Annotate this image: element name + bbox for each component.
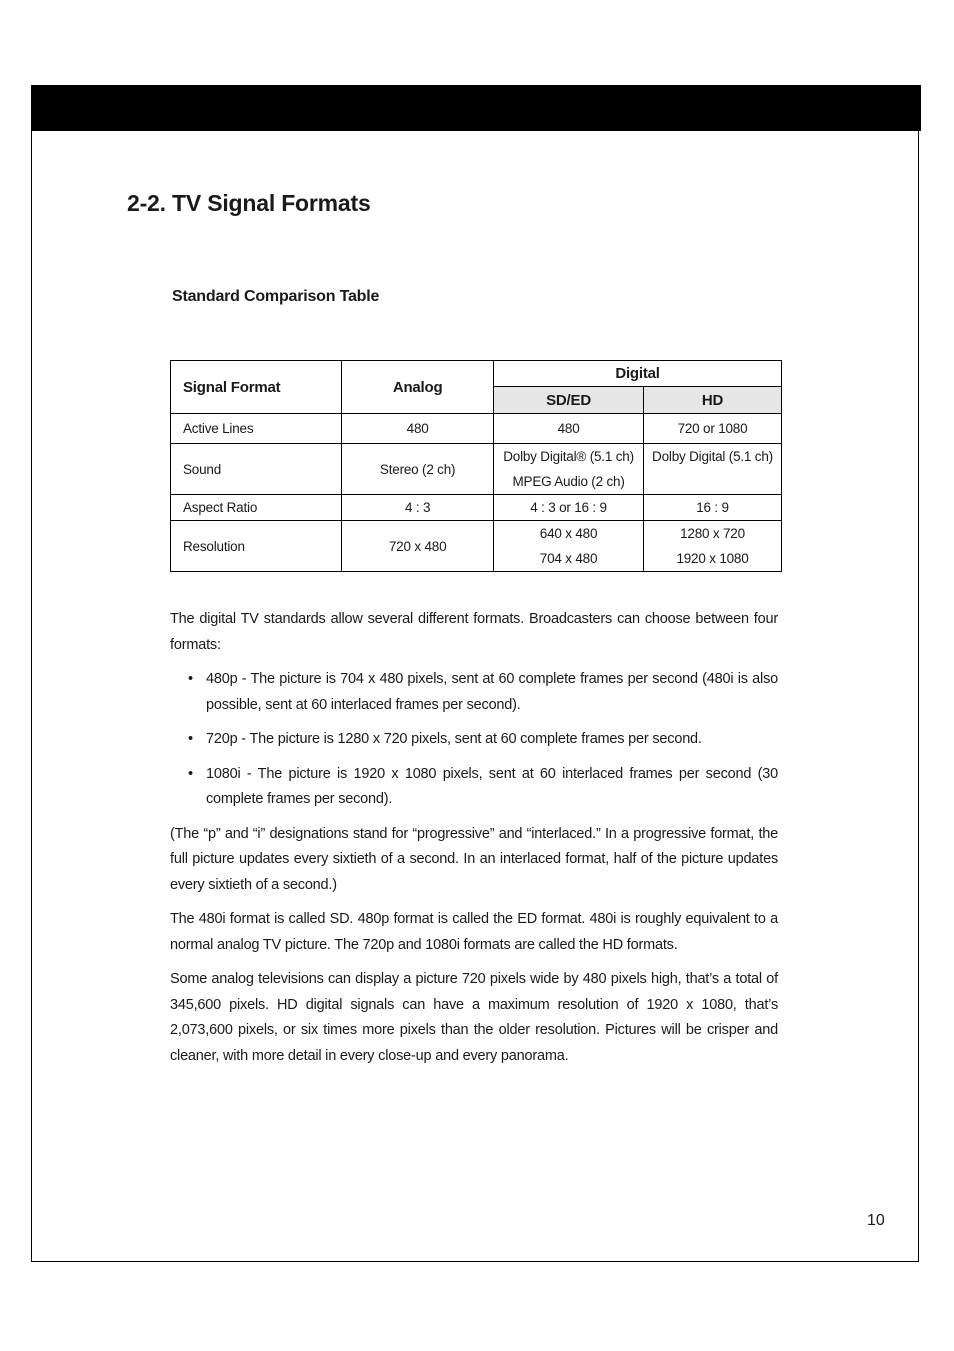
designations-paragraph: (The “p” and “i” designations stand for “progressive” and “interlaced.” In a progressive format, the full picture updates every sixtieth of a second. In an interlaced format, half of the picture updates every sixtieth of a second.) xyxy=(170,825,778,893)
intro-paragraph: The digital TV standards allow several different formats. Broadcasters can choose between four formats: xyxy=(170,611,778,653)
list-item xyxy=(170,762,778,813)
list-item-text: 480p - The picture is 704 x 480 pixels, sent at 60 complete frames per second (480i is also possible, sent at 60 interlaced frames per second). xyxy=(206,671,778,713)
header-analog: Analog xyxy=(342,361,494,414)
row-label: Resolution xyxy=(171,521,342,572)
cell-line: MPEG Audio (2 ch) xyxy=(512,474,625,489)
row-label: Active Lines xyxy=(171,414,342,444)
row-label: Sound xyxy=(171,444,342,495)
analog-cell: 480 xyxy=(342,414,494,444)
cell-line: Dolby Digital® (5.1 ch) xyxy=(503,449,634,464)
list-item xyxy=(170,727,778,753)
list-item xyxy=(170,667,778,718)
hd-cell xyxy=(644,521,782,572)
header-bar xyxy=(31,85,921,131)
table-row xyxy=(171,444,782,495)
header-digital: Digital xyxy=(494,361,782,387)
cell-line: 1920 x 1080 xyxy=(676,551,749,566)
section-title: 2-2. TV Signal Formats xyxy=(127,190,371,216)
bullet-icon: • xyxy=(188,731,193,747)
sd-ed-cell: 480 xyxy=(494,414,644,444)
bullet-icon: • xyxy=(188,671,193,687)
comparison-table xyxy=(170,360,782,572)
list-item-text: 1080i - The picture is 1920 x 1080 pixels, sent at 60 interlaced frames per second (30 complete frames per second). xyxy=(206,765,778,807)
header-sd-ed: SD/ED xyxy=(494,387,644,414)
cell-line: Dolby Digital (5.1 ch) xyxy=(652,449,773,464)
cell-line: 640 x 480 xyxy=(539,526,598,541)
analog-cell: Stereo (2 ch) xyxy=(342,444,494,495)
sd-ed-hd-paragraph: The 480i format is called SD. 480p format is called the ED format. 480i is roughly equivalent to a normal analog TV picture. The 720p and 1080i formats are called the HD formats. xyxy=(170,911,778,953)
analog-cell: 4 : 3 xyxy=(342,495,494,521)
hd-cell: 720 or 1080 xyxy=(644,414,782,444)
body-text xyxy=(170,607,778,1078)
row-label: Aspect Ratio xyxy=(171,495,342,521)
header-signal-format: Signal Format xyxy=(171,361,342,414)
cell-line: 1280 x 720 xyxy=(680,526,745,541)
list-item-text: 720p - The picture is 1280 x 720 pixels, sent at 60 complete frames per second. xyxy=(206,731,702,747)
sd-ed-cell xyxy=(494,521,644,572)
header-hd: HD xyxy=(644,387,782,414)
cell-line: 704 x 480 xyxy=(539,551,598,566)
hd-cell xyxy=(644,444,782,495)
format-list xyxy=(170,667,778,813)
bullet-icon: • xyxy=(188,765,193,782)
hd-cell: 16 : 9 xyxy=(644,495,782,521)
sd-ed-cell: 4 : 3 or 16 : 9 xyxy=(494,495,644,521)
page-number: 10 xyxy=(867,1212,885,1229)
analog-cell: 720 x 480 xyxy=(342,521,494,572)
table-row xyxy=(171,495,782,521)
table-row xyxy=(171,521,782,572)
resolution-paragraph: Some analog televisions can display a picture 720 pixels wide by 480 pixels high, that’s a total of 345,600 pixels. HD digital signals can have a maximum resolution of 1920 x 1080, that’s 2,073,600 pixels, or six times more pixels than the older resolution. Pictures will be crisper and cleaner, with more detail in every close-up and every panorama. xyxy=(170,971,778,1064)
table-title: Standard Comparison Table xyxy=(172,288,380,305)
table-row xyxy=(171,414,782,444)
sd-ed-cell xyxy=(494,444,644,495)
